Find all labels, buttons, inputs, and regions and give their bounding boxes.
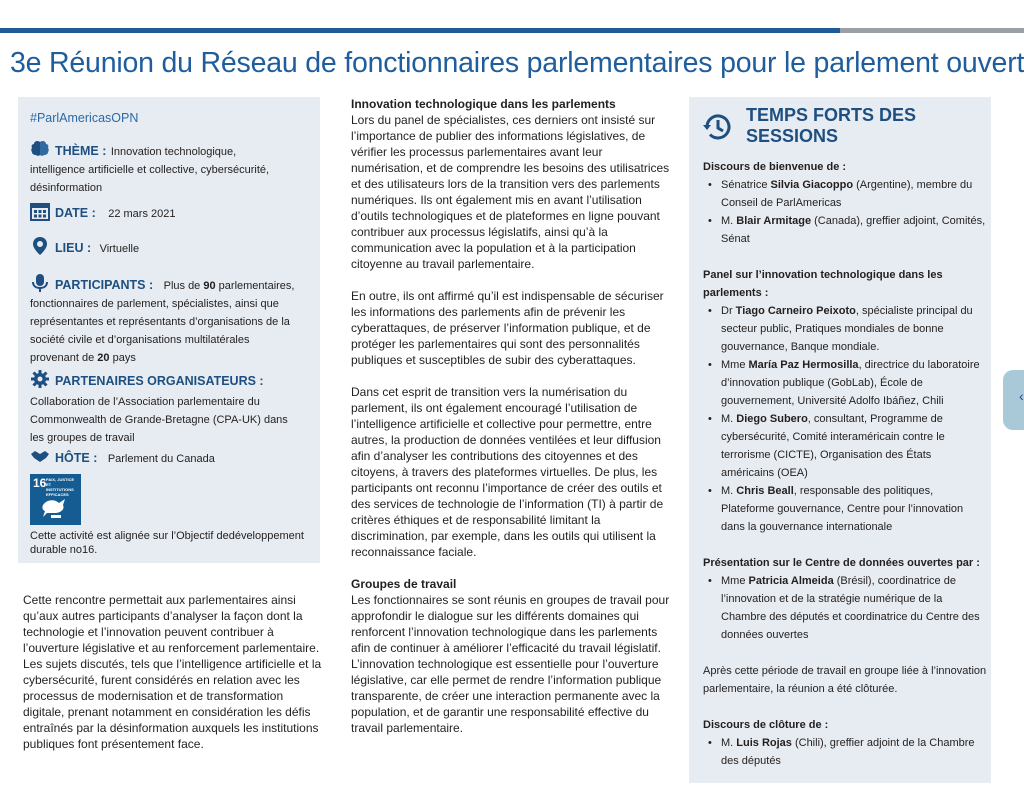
speaker-item [703,482,987,536]
main-article [351,96,671,752]
clock-history-icon [701,110,735,144]
speaker-role: (Brésil), coordinatrice de l’innovation et de la stratégie numérique de la Chambre des députés et coordinatrice du Centre des données ouvertes [721,575,980,641]
presentation-heading: Présentation sur le Centre de données ouvertes par : [703,557,980,569]
partners-line-3: les groupes de travail [30,432,135,444]
closing-section [703,716,987,770]
dove-gavel-icon [39,495,71,521]
theme-line-3: désinformation [30,182,103,194]
sdg-note: Cette activité est alignée sur l’Objectif dedéveloppement durable no16. [30,530,304,556]
speaker-role: , spécialiste principal du secteur public, Pratiques mondiales de bonne gouvernance, Banque mondiale. [721,305,973,353]
speaker-name: Patricia Almeida [748,575,834,587]
intro-paragraph: Cette rencontre permettait aux parlementaires ainsi qu’aux autres participants d’analyser la façon dont la technologie et l’innovation peuvent contribuer à l’ouverture législative et au renforcement parlementaire. Les sujets discutés, tels que l’intelligence artificielle et la cybersécurité, furent considérés en relation avec les processus de modernisation et de transformation digitale, prenant notamment en considération les défis entraînés par la désinformation auxquels les institutions publiques font présentement face. [23,593,322,751]
speaker-title: Dr [721,305,736,317]
participants-block [30,273,312,367]
closing-heading: Discours de clôture de : [703,719,829,731]
speaker-title: M. [721,737,737,749]
speaker-item [703,356,987,410]
speaker-role: , consultant, Programme de cybersécurité, Comité interaméricain contre le terrorisme (CICTE), Organisation des États américains (OEA) [721,413,945,479]
participants-text: parlementaires, [215,280,295,292]
speaker-item [703,212,987,248]
partners-line-2: Commonwealth de Grande-Bretagne (CPA-UK) dans [30,414,288,426]
sdg-16-logo [30,474,81,525]
theme-line-1: Innovation technologique, [110,146,237,158]
host-label: HÔTE : [55,451,98,465]
speaker-title: Mme [721,575,749,587]
highlights-title-line-1: TEMPS FORTS DES [746,105,917,125]
participants-line-3: société civile et d’organisations multilatérales [30,334,250,346]
place-value: Virtuelle [99,243,140,255]
speaker-name: María Paz Hermosilla [748,359,859,371]
theme-label: THÈME : [55,144,107,158]
participants-provenant: provenant de [30,352,98,364]
participants-tail: pays [109,352,136,364]
participants-line-2: représentantes et représentants d’organisations de la [30,316,290,328]
speaker-title: M. [721,413,737,425]
hashtag[interactable]: #ParlAmericasOPN [30,111,139,125]
participants-prefix: Plus de [163,280,204,292]
article-paragraph-2: En outre, ils ont affirmé qu’il est indispensable de sécuriser les informations des parlements afin de prévenir les cyberattaques, de préserver l’information publique, et de protéger les parlementaires qui sont des personnalités publiques et susceptibles de subir des cyberattaques. [351,289,664,367]
date-label: DATE : [55,206,96,220]
host-block [30,446,312,468]
date-block [30,201,312,223]
gear-icon [30,369,50,389]
presentation-section [703,554,987,644]
speaker-role: (Chili), greffier adjoint de la Chambre des députés [721,737,975,767]
top-accent-bar-grey [840,28,1024,33]
place-block [30,236,312,258]
speaker-item [703,734,987,770]
place-label: LIEU : [55,241,92,255]
speaker-title: M. [721,485,737,497]
handshake-icon [30,446,50,466]
highlights-title-line-2: SESSIONS [746,126,839,146]
speaker-role: , responsable des politiques, Plateforme gouvernance, Centre pour l’innovation dans la gouvernance internationale [721,485,964,533]
theme-line-2: intelligence artificielle et collective, cybersécurité, [30,164,270,176]
event-info-box [18,97,320,563]
partners-line-1: Collaboration de l’Association parlementaire du [30,396,260,408]
participants-label: PARTICIPANTS : [55,278,154,292]
speaker-item [703,410,987,482]
sdg-number: 16 [33,476,47,490]
panel-heading: Panel sur l’innovation technologique dans les parlements : [703,269,943,299]
speaker-name: Silvia Giacoppo [770,179,854,191]
chevron-left-icon: ‹ [1019,388,1024,404]
countries-count: 20 [97,352,110,364]
closing-note: Après cette période de travail en groupe liée à l’innovation parlementaire, la réunion a été clôturée. [703,665,987,695]
date-value: 22 mars 2021 [108,208,176,220]
speaker-title: Sénatrice [721,179,771,191]
host-value: Parlement du Canada [107,453,215,465]
microphone-icon [30,273,50,293]
speaker-name: Diego Subero [736,413,808,425]
welcome-section [703,158,987,248]
speaker-role: (Argentine), membre du Conseil de ParlAmericas [721,179,973,209]
session-highlights-box [689,97,991,783]
speaker-item [703,572,987,644]
calendar-icon [30,201,50,221]
page-title: 3e Réunion du Réseau de fonctionnaires parlementaires pour le parlement ouvert [10,47,1024,79]
partners-block [30,369,312,447]
section-heading-groups: Groupes de travail [351,577,457,591]
brain-icon [30,139,50,159]
location-pin-icon [30,236,50,256]
article-paragraph-3: Dans cet esprit de transition vers la numérisation du parlement, ils ont également encouragé l’utilisation de l’intelligence artificielle et collective pour permettre, entre autres, la production de données ventilées et leur diffusion afin d’analyser les contributions des citoyennes et des citoyens, à travers des plateformes virtuelles. De plus, les participants ont reconnu l’importance de créer des outils et des services de technologie de l’information (TI) à partir de critères éthiques et de responsabilité limitant la discrimination, par exemple, dans les outils qui utilisent la reconnaissance faciale. [351,385,664,559]
panel-section [703,266,987,536]
side-navigation-tab[interactable] [1003,370,1024,430]
theme-block [30,139,312,197]
sdg-text: PAIX, JUSTICE ET INSTITUTIONS EFFICACES [46,477,75,497]
participants-line-1: fonctionnaires de parlement, spécialistes, ainsi que [30,298,279,310]
speaker-item [703,176,987,212]
speaker-item [703,302,987,356]
speaker-title: Mme [721,359,749,371]
welcome-heading: Discours de bienvenue de : [703,161,847,173]
participants-count: 90 [203,280,216,292]
highlights-title [746,105,916,147]
speaker-title: M. [721,215,737,227]
top-accent-bar [0,28,840,33]
article-paragraph-4: Les fonctionnaires se sont réunis en groupes de travail pour approfondir le dialogue sur les différents domaines qui renforcent l’innovation technologique dans les parlements afin de continuer à améliorer l’efficacité du travail législatif. L’innovation technologique est essentielle pour l’ouverture législative, car elle permet de rendre l’information publique transparente, de créer une interaction permanente avec la population, et de garantir une responsabilité effective du travail parlementaire. [351,593,670,735]
speaker-name: Chris Beall [736,485,794,497]
section-heading-innovation: Innovation technologique dans les parlements [351,97,616,111]
speaker-role: , directrice du laboratoire d’innovation publique (GobLab), École de gouvernement, Université Adolfo Ibáñez, Chili [721,359,980,407]
speaker-name: Blair Armitage [736,215,812,227]
article-paragraph-1: Lors du panel de spécialistes, ces derniers ont insisté sur l’importance de publier des informations législatives, de vérifier les processus parlementaires avant leur numérisation, et de comprendre les besoins des utilisatrices et des utilisateurs lors de la transition vers des parlements numériques. Ils ont également mis en avant l’utilisation d’outils technologiques et de plateformes en ligne pouvant contribuer aux processus législatifs, ainsi qu’à la communication avec la population et à la participation citoyenne au travail parlementaire. [351,113,670,271]
partners-label: PARTENAIRES ORGANISATEURS : [55,374,264,388]
speaker-role: (Canada), greffier adjoint, Comités, Sénat [721,215,986,245]
speaker-name: Luis Rojas [736,737,792,749]
speaker-name: Tiago Carneiro Peixoto [735,305,856,317]
